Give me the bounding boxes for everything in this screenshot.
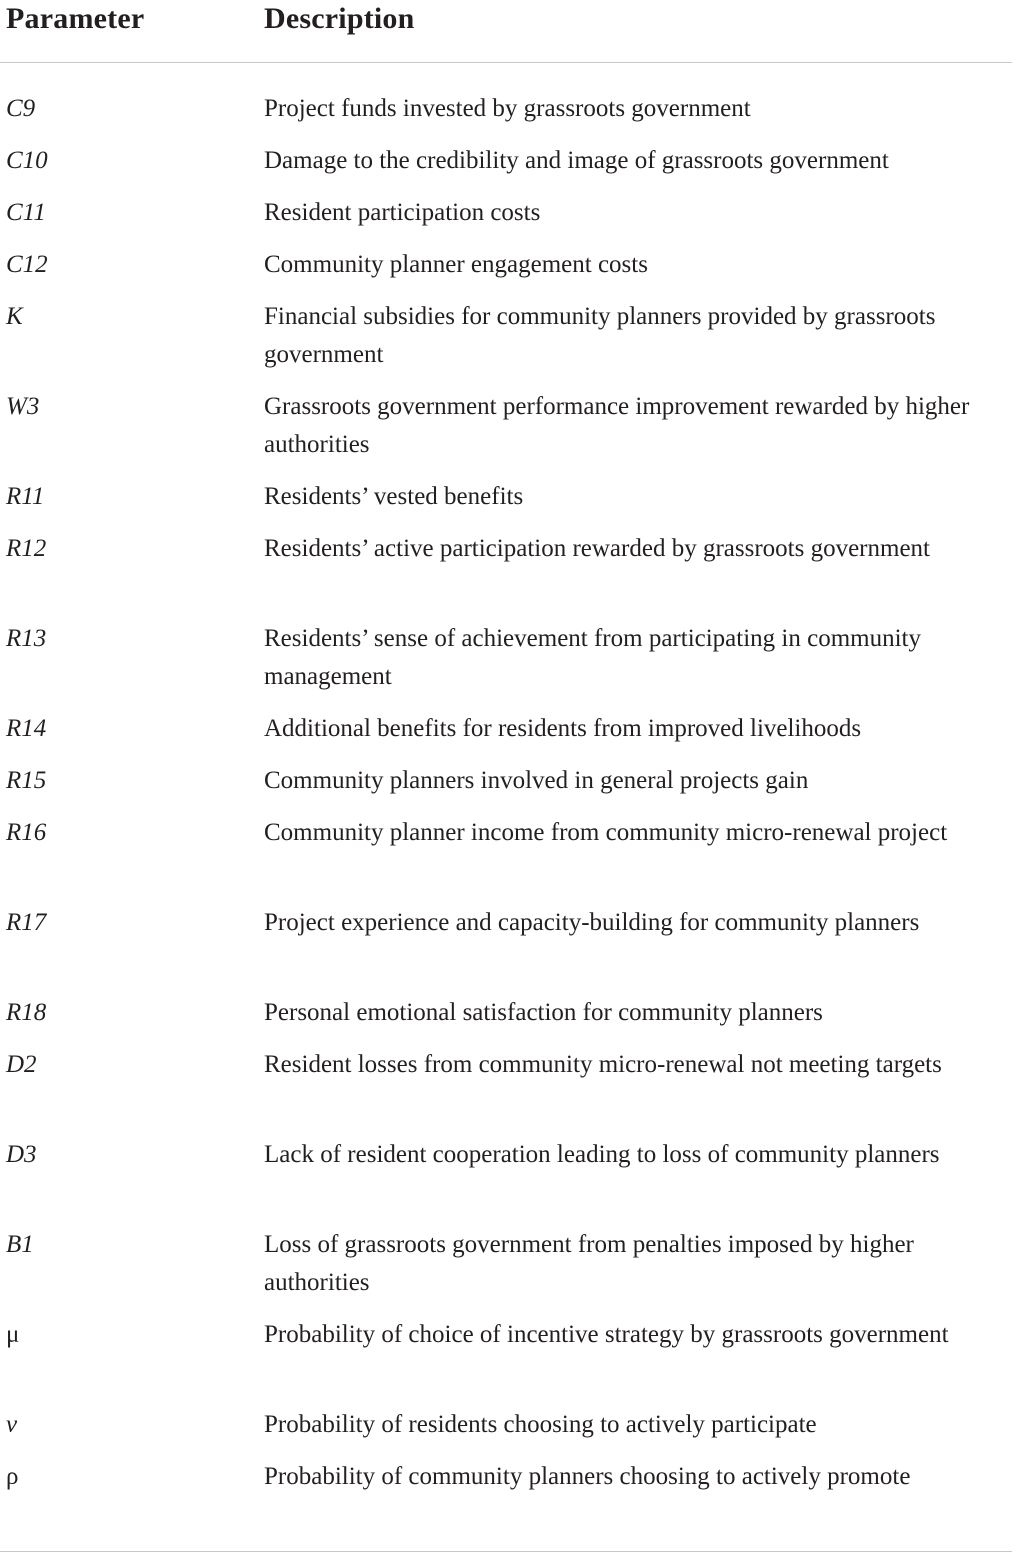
table-row [0, 1316, 1012, 1406]
parameter-cell: R15 [6, 767, 47, 794]
table-row [0, 388, 1012, 478]
table-row [0, 246, 1012, 298]
table-header [0, 0, 1012, 63]
description-cell: Project experience and capacity-building for community planners [264, 909, 920, 936]
table-row [0, 994, 1012, 1046]
parameter-cell: C9 [6, 95, 36, 122]
parameter-cell: R14 [6, 715, 47, 742]
description-cell: Personal emotional satisfaction for community planners [264, 999, 823, 1026]
parameter-cell: D3 [6, 1141, 37, 1168]
parameter-cell: W3 [6, 393, 40, 420]
description-cell: Community planners involved in general projects gain [264, 767, 809, 794]
description-cell: Community planner engagement costs [264, 251, 648, 278]
parameter-cell: D2 [6, 1051, 37, 1078]
description-cell: Probability of choice of incentive strategy by grassroots government [264, 1321, 949, 1348]
table-row [0, 710, 1012, 762]
parameter-cell: R16 [6, 819, 47, 846]
description-cell: Residents’ active participation rewarded by grassroots government [264, 535, 930, 562]
description-cell: Additional benefits for residents from improved livelihoods [264, 715, 862, 742]
parameter-cell: C10 [6, 147, 48, 174]
description-cell: Community planner income from community micro-renewal project [264, 819, 948, 846]
parameter-cell: R13 [6, 625, 47, 652]
table-row [0, 1046, 1012, 1136]
description-cell: Damage to the credibility and image of grassroots government [264, 147, 889, 174]
table-row [0, 762, 1012, 814]
table-row [0, 478, 1012, 530]
table-row [0, 298, 1012, 388]
description-cell: Grassroots government performance improvement rewarded by higher authorities [264, 393, 970, 458]
parameter-cell: R17 [6, 909, 47, 936]
table-row [0, 1136, 1012, 1226]
description-cell: Resident losses from community micro-renewal not meeting targets [264, 1051, 942, 1078]
description-cell: Probability of residents choosing to actively participate [264, 1411, 817, 1438]
description-cell: Financial subsidies for community planners provided by grassroots government [264, 303, 936, 368]
table-row [0, 814, 1012, 904]
parameter-cell: C11 [6, 199, 46, 226]
table-row [0, 1226, 1012, 1316]
header-parameter: Parameter [6, 2, 145, 35]
description-cell: Loss of grassroots government from penalties imposed by higher authorities [264, 1231, 914, 1296]
parameter-cell: R18 [6, 999, 47, 1026]
parameter-cell: R12 [6, 535, 47, 562]
table-row [0, 904, 1012, 994]
description-cell: Residents’ vested benefits [264, 483, 524, 510]
description-cell: Project funds invested by grassroots government [264, 95, 751, 122]
table-row [0, 90, 1012, 142]
parameter-cell: B1 [6, 1231, 34, 1258]
parameter-cell: ρ [6, 1463, 19, 1490]
description-cell: Lack of resident cooperation leading to loss of community planners [264, 1141, 940, 1168]
parameter-cell: ν [6, 1411, 18, 1438]
table-row [0, 194, 1012, 246]
parameter-cell: R11 [6, 483, 45, 510]
table-row [0, 530, 1012, 620]
parameter-cell: μ [6, 1321, 20, 1348]
description-cell: Probability of community planners choosing to actively promote [264, 1463, 911, 1490]
description-cell: Resident participation costs [264, 199, 541, 226]
table-row [0, 1406, 1012, 1458]
table-row [0, 620, 1012, 710]
parameter-cell: C12 [6, 251, 48, 278]
header-description: Description [264, 2, 415, 35]
description-cell: Residents’ sense of achievement from participating in community management [264, 625, 921, 690]
table-body [0, 90, 1012, 1548]
table-row [0, 142, 1012, 194]
parameter-cell: K [6, 303, 23, 330]
table-bottom-rule [0, 1551, 1012, 1552]
table-row [0, 1458, 1012, 1548]
